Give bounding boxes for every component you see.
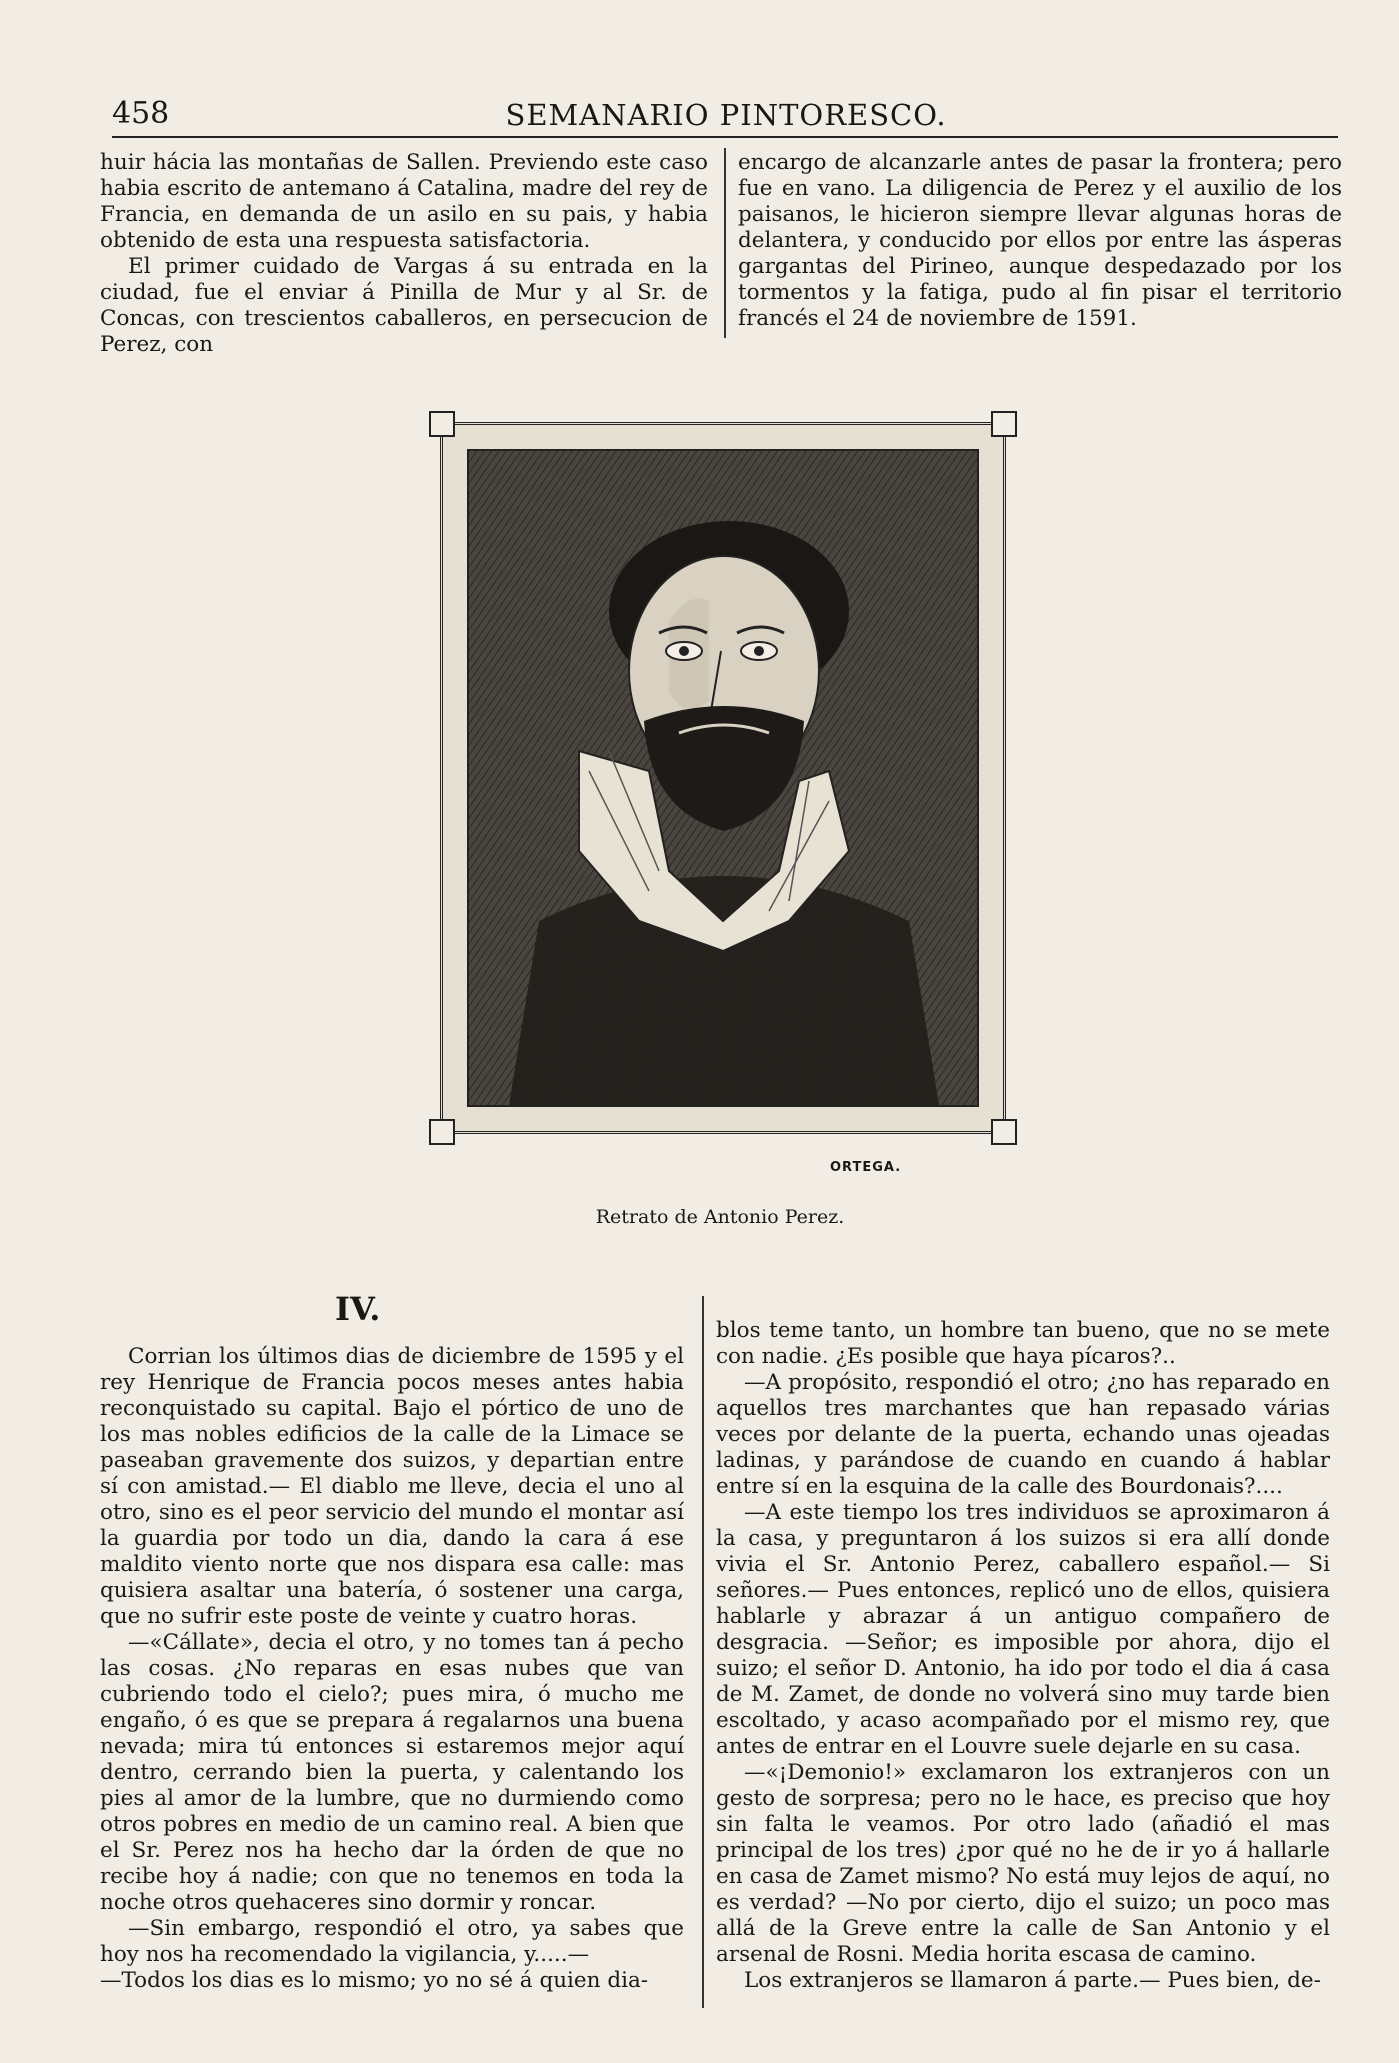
frame-corner (429, 411, 455, 437)
portrait-drawing (469, 451, 977, 1105)
portrait-engraving (467, 449, 979, 1107)
figure-caption: Retrato de Antonio Perez. (595, 1206, 845, 1228)
page-header (112, 96, 1340, 136)
paragraph: encargo de alcanzarle antes de pasar la frontera; pero fue en vano. La diligencia de Perez y el auxilio de los paisanos, le hicieron siempre llevar algunas horas de delantera, y conducido por ellos por entre las ásperas gargantas del Pirineo, aunque despedazado por los tormentos y la fatiga, pudo al fin pisar el territorio francés el 24 de noviembre de 1591. (738, 150, 1342, 331)
paragraph: —A propósito, respondió el otro; ¿no has reparado en aquellos tres marchantes que han repasado várias veces por delante de la puerta, echando unas ojeadas ladinas, y parándose de cuando en cuando á hablar entre sí en la esquina de la calle des Bourdonais?.... (716, 1370, 1330, 1499)
frame-corner (429, 1119, 455, 1145)
running-title: SEMANARIO PINTORESCO. (505, 98, 947, 132)
paragraph: blos teme tanto, un hombre tan bueno, que no se mete con nadie. ¿Es posible que haya pícaros?.. (716, 1318, 1330, 1369)
paragraph: —A este tiempo los tres individuos se aproximaron á la casa, y preguntaron á los suizos si era allí donde vivia el Sr. Antonio Perez, caballero español.— Si señores.— Pues entonces, replicó uno de ellos, quisiera hablarle y abrazar á un antiguo compañero de desgracia. —Señor; es imposible por ahora, dijo el suizo; el señor D. Antonio, ha ido por todo el dia á casa de M. Zamet, de donde no volverá sino muy tarde bien escoltado, y acaso acompañado por el mismo rey, que antes de entrar en el Louvre suele dejarle en su casa. (716, 1500, 1330, 1759)
frame-corner (991, 411, 1017, 437)
section-number: IV. (335, 1290, 381, 1328)
top-left-column (100, 150, 708, 358)
column-divider (724, 148, 726, 338)
top-right-column (738, 150, 1342, 332)
paragraph: El primer cuidado de Vargas á su entrada en la ciudad, fue el enviar á Pinilla de Mur y al Sr. de Concas, con trescientos caballeros, en persecucion de Perez, con (100, 254, 708, 357)
engraver-signature: ORTEGA. (830, 1160, 902, 1175)
page-number: 458 (112, 96, 170, 131)
bottom-left-column (100, 1344, 684, 1994)
frame-corner (991, 1119, 1017, 1145)
paragraph: Los extranjeros se llamaron á parte.— Pues bien, de- (744, 1968, 1321, 1993)
portrait-frame (440, 422, 1006, 1134)
column-divider (702, 1296, 704, 2008)
paragraph: —«Cállate», decia el otro, y no tomes tan á pecho las cosas. ¿No reparas en esas nubes que van cubriendo todo el cielo?; pues mira, ó mucho me engaño, ó es que se prepara á regalarnos una buena nevada; mira tú entonces si estaremos mejor aquí dentro, cerrando bien la puerta, y calentando los pies al amor de la lumbre, que no durmiendo como otros pobres en medio de un camino real. A bien que el Sr. Perez nos ha hecho dar la órden de que no recibe hoy á nadie; con que no tenemos en toda la noche otros quehaceres sino dormir y roncar. (100, 1630, 684, 1915)
paragraph: —«¡Demonio!» exclamaron los extranjeros con un gesto de sorpresa; pero no le hace, es preciso que hoy sin falta le veamos. Por otro lado (añadió el mas principal de los tres) ¿por qué no he de ir yo á hallarle en casa de Zamet mismo? No está muy lejos de aquí, no es verdad? —No por cierto, dijo el suizo; un poco mas allá de la Greve entre la calle de San Antonio y el arsenal de Rosni. Media horita escasa de camino. (716, 1760, 1330, 1967)
paragraph: —Sin embargo, respondió el otro, ya sabes que hoy nos ha recomendado la vigilancia, y.....— (100, 1916, 684, 1967)
paragraph: —Todos los dias es lo mismo; yo no sé á quien dia- (100, 1968, 649, 1993)
bottom-right-column (716, 1318, 1330, 1994)
paragraph: Corrian los últimos dias de diciembre de 1595 y el rey Henrique de Francia pocos meses antes habia reconquistado su capital. Bajo el pórtico de uno de los mas nobles edificios de la calle de la Limace se paseaban gravemente dos suizos, y departian entre sí con amistad.— El diablo me lleve, decia el uno al otro, sino es el peor servicio del mundo el montar así la guardia por todo un dia, dando la cara á ese maldito viento norte que nos dispara esa calle: mas quisiera asaltar una batería, ó sostener una carga, que no sufrir este poste de veinte y cuatro horas. (100, 1344, 684, 1629)
paragraph: huir hácia las montañas de Sallen. Previendo este caso habia escrito de antemano á Catalina, madre del rey de Francia, en demanda de un asilo en su pais, y habia obtenido de esta una respuesta satisfactoria. (100, 150, 708, 253)
header-rule (112, 136, 1338, 138)
